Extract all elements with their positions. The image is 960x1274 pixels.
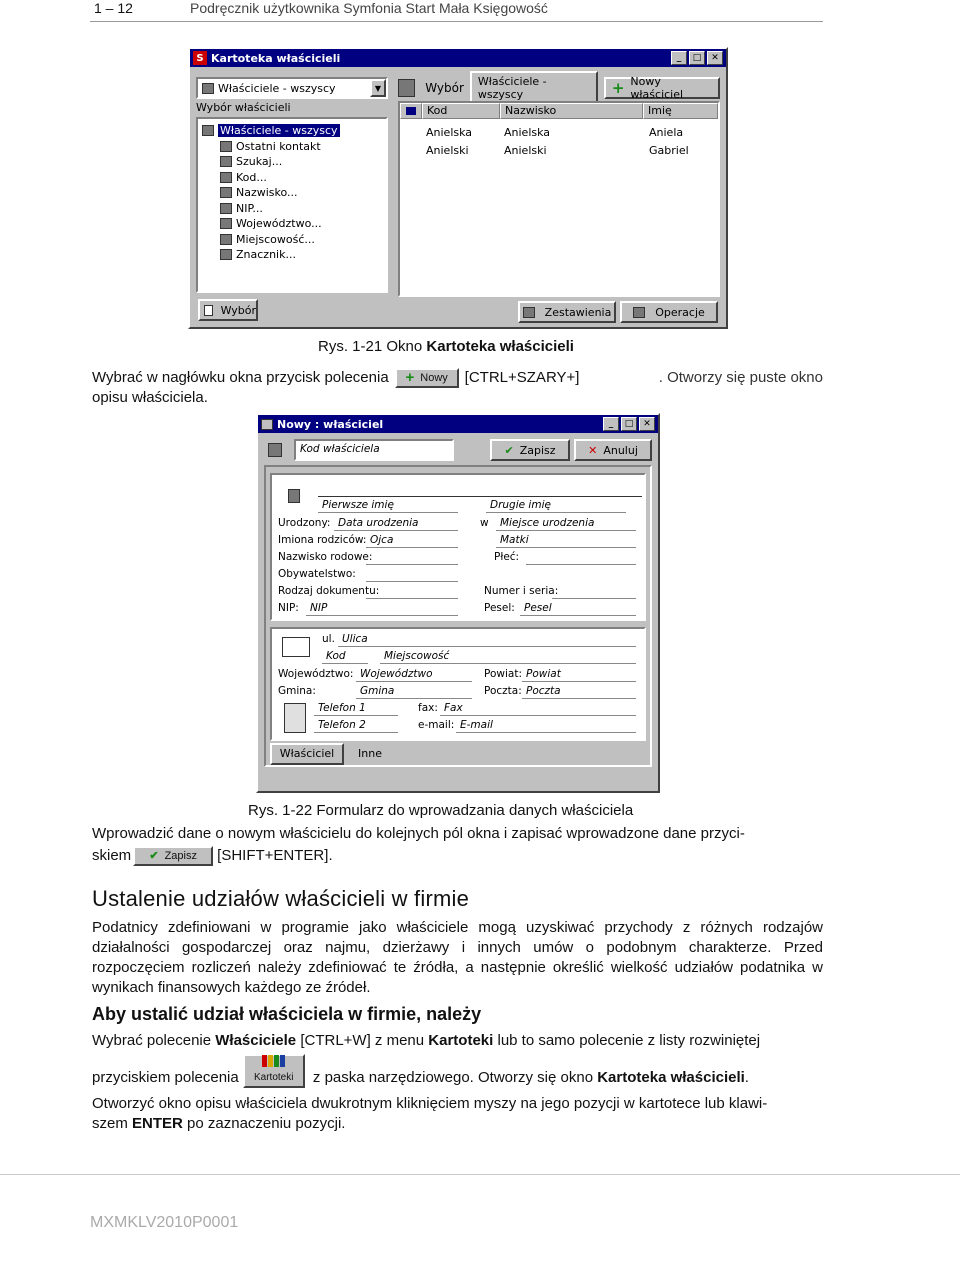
cell-nazwisko: Anielska bbox=[504, 125, 551, 139]
para-text: opisu właściciela. bbox=[92, 389, 208, 406]
first-name-field[interactable]: Pierwsze imię bbox=[318, 499, 458, 513]
list-header bbox=[400, 103, 718, 119]
step-text: . bbox=[744, 1069, 749, 1086]
footer-rule bbox=[0, 1174, 960, 1175]
tree-item-label: Szukaj... bbox=[236, 155, 283, 169]
selection-tree bbox=[196, 117, 388, 293]
step-bold: Kartoteka właścicieli bbox=[597, 1069, 745, 1086]
tree-item[interactable] bbox=[202, 154, 386, 170]
tree-item-label: Miejscowość... bbox=[236, 232, 315, 246]
step-text: Wybrać polecenie bbox=[92, 1032, 216, 1049]
tree-item-label: Znacznik... bbox=[236, 248, 296, 262]
new-owner-title: Nowy : właściciel bbox=[277, 417, 384, 431]
step-text: po zaznaczeniu pozycji. bbox=[182, 1115, 346, 1132]
new-owner-label: Nowy właściciel bbox=[630, 75, 684, 101]
inline-new-button bbox=[395, 368, 459, 388]
birth-label: Urodzony: bbox=[278, 517, 331, 529]
tree-item-label: NIP... bbox=[236, 201, 263, 215]
tree-item[interactable] bbox=[202, 247, 386, 263]
cell-nazwisko: Anielski bbox=[504, 143, 547, 157]
pesel-label: Pesel: bbox=[484, 602, 515, 614]
new-owner-button[interactable] bbox=[604, 77, 720, 99]
tree-item-label: Kod... bbox=[236, 170, 267, 184]
fax-field[interactable]: Fax bbox=[440, 702, 636, 716]
inline-cards-label: Kartoteki bbox=[254, 1071, 294, 1083]
post-office-label: Poczta: bbox=[484, 685, 522, 697]
citizenship-label: Obywatelstwo: bbox=[278, 568, 356, 580]
filter-icon bbox=[220, 172, 232, 183]
email-field[interactable]: E-mail bbox=[456, 719, 636, 733]
operations-button[interactable] bbox=[620, 301, 718, 323]
fax-label: fax: bbox=[418, 702, 438, 714]
city-field[interactable]: Miejscowość bbox=[380, 650, 636, 664]
step-text: z paska narzędziowego. Otworzy się okno bbox=[308, 1069, 598, 1086]
reports-label: Zestawienia bbox=[544, 305, 612, 319]
citizenship-field[interactable] bbox=[366, 568, 458, 582]
list-icon bbox=[204, 305, 213, 316]
document-title: Podręcznik użytkownika Symfonia Start Mała Księgowość bbox=[190, 0, 548, 16]
reports-icon bbox=[523, 307, 535, 318]
filter-icon bbox=[220, 203, 232, 214]
nip-field[interactable]: NIP bbox=[306, 602, 458, 616]
sex-label: Płeć: bbox=[494, 551, 520, 563]
step-bold: ENTER bbox=[132, 1115, 183, 1132]
owners-window-titlebar[interactable] bbox=[190, 49, 726, 67]
list-select-column[interactable] bbox=[400, 103, 422, 119]
form-toolbar bbox=[264, 439, 652, 463]
operations-icon bbox=[633, 307, 645, 318]
list-toolbar bbox=[398, 75, 720, 101]
document-type-label: Rodzaj dokumentu: bbox=[278, 585, 380, 597]
chevron-down-icon[interactable]: ▼ bbox=[370, 79, 386, 97]
phone-icon bbox=[284, 703, 306, 733]
family-name-field[interactable] bbox=[366, 551, 458, 565]
shortcut-text: [CTRL+SZARY+] bbox=[464, 369, 580, 386]
name-line[interactable] bbox=[318, 483, 642, 497]
tree-item[interactable] bbox=[202, 232, 386, 248]
cross-icon: ✕ bbox=[588, 443, 598, 457]
close-icon[interactable]: ✕ bbox=[707, 51, 723, 65]
step-text: szem bbox=[92, 1115, 133, 1132]
filter-combo[interactable] bbox=[196, 77, 388, 99]
reports-button[interactable] bbox=[518, 301, 616, 323]
tree-item[interactable] bbox=[202, 123, 386, 139]
tree-item[interactable] bbox=[202, 216, 386, 232]
cell-imie: Aniela bbox=[649, 125, 684, 139]
cell-imie: Gabriel bbox=[649, 143, 689, 157]
commune-label: Gmina: bbox=[278, 685, 316, 697]
shortcut-text: [SHIFT+ENTER] bbox=[217, 847, 329, 864]
post-office-field[interactable]: Poczta bbox=[522, 685, 636, 699]
left-panel bbox=[194, 73, 392, 325]
app-icon: S bbox=[193, 51, 207, 65]
header-rule bbox=[90, 21, 823, 22]
filter-icon bbox=[220, 218, 232, 229]
inline-new-label: Nowy bbox=[420, 372, 448, 384]
step-bold: Właściciele bbox=[215, 1032, 297, 1049]
step-text: lub to samo polecenie z listy rozwiniętej bbox=[493, 1032, 761, 1049]
filter-icon bbox=[220, 187, 232, 198]
parents-label: Imiona rodziców: bbox=[278, 534, 367, 546]
section-body: Podatnicy zdefiniowani w programie jako właściciele mogą uzyskiwać przychody z różnych rodzajów działalności gospodarczej oraz najmu, dzierżawy i innych umów o podobnym charakterze. Przed rozpoczęciem rozliczeń należy zdefiniować te źródła, a następnie określić wielkość udziałów podatnika w wynikach finansowych każdego ze źródeł. bbox=[92, 919, 823, 996]
zip-field[interactable]: Kod bbox=[322, 650, 368, 664]
owners-icon bbox=[202, 125, 214, 136]
cards-icon bbox=[262, 1055, 285, 1067]
owner-icon bbox=[261, 419, 273, 430]
column-header-imie[interactable]: Imię bbox=[643, 103, 718, 119]
step-3 bbox=[92, 1094, 823, 1134]
operations-label: Operacje bbox=[655, 305, 705, 319]
para-text: skiem bbox=[92, 847, 132, 864]
owners-icon bbox=[202, 83, 214, 94]
inline-save-label: Zapisz bbox=[164, 850, 197, 862]
plus-icon: + bbox=[405, 369, 415, 386]
tree-item-label: Właściciele - wszyscy bbox=[220, 124, 338, 138]
filter-icon bbox=[220, 234, 232, 245]
figure-caption-2: Rys. 1-22 Formularz do wprowadzania danych właściciela bbox=[248, 802, 634, 819]
filter-icon bbox=[220, 141, 232, 152]
tree-item[interactable] bbox=[202, 170, 386, 186]
column-header-nazwisko[interactable]: Nazwisko bbox=[500, 103, 643, 119]
cell-kod: Anielska bbox=[426, 125, 473, 139]
voivodeship-field[interactable]: Województwo bbox=[356, 668, 472, 682]
document-number-label: Numer i seria: bbox=[484, 585, 559, 597]
step-text: przyciskiem polecenia bbox=[92, 1069, 239, 1086]
checkmark-icon: ✔ bbox=[149, 850, 159, 862]
table-row[interactable] bbox=[400, 141, 718, 159]
owners-list bbox=[398, 101, 720, 297]
minimize-icon[interactable]: _ bbox=[603, 417, 619, 431]
phone2-field[interactable]: Telefon 2 bbox=[314, 719, 398, 733]
tree-item-label: Województwo... bbox=[236, 217, 322, 231]
filter-icon bbox=[220, 156, 232, 167]
checkmark-icon: ✔ bbox=[504, 443, 514, 457]
caption-prefix: Rys. 1-21 Okno bbox=[318, 338, 427, 355]
tab-wybor-label: Wybór bbox=[220, 303, 256, 317]
tree-item-label: Nazwisko... bbox=[236, 186, 298, 200]
step-text: [CTRL+W] z menu bbox=[296, 1032, 429, 1049]
filter-combo-value: Właściciele - wszyscy bbox=[218, 81, 336, 95]
owner-code-field[interactable]: Kod właściciela bbox=[294, 439, 454, 461]
paragraph-save bbox=[92, 824, 823, 868]
plus-icon: + bbox=[611, 79, 625, 97]
paragraph-new-owner bbox=[92, 368, 823, 408]
owners-window bbox=[188, 47, 728, 329]
owner-icon bbox=[268, 443, 282, 457]
birthplace-field[interactable]: Miejsce urodzenia bbox=[496, 517, 636, 531]
county-label: Powiat: bbox=[484, 668, 522, 680]
new-owner-titlebar[interactable] bbox=[258, 415, 658, 433]
select-all-icon bbox=[406, 107, 416, 115]
second-name-field[interactable]: Drugie imię bbox=[486, 499, 626, 513]
section-heading: Ustalenie udziałów właścicieli w firmie bbox=[92, 886, 470, 911]
new-owner-window bbox=[256, 413, 660, 793]
window-title: Kartoteka właścicieli bbox=[211, 51, 341, 65]
para-text: . Otworzy się puste okno bbox=[658, 369, 823, 386]
document-type-field[interactable] bbox=[366, 585, 458, 599]
person-icon bbox=[288, 489, 300, 503]
close-icon[interactable]: ✕ bbox=[639, 417, 655, 431]
tree-item[interactable] bbox=[202, 185, 386, 201]
owners-icon bbox=[398, 79, 415, 97]
tab-other[interactable]: Inne bbox=[358, 747, 382, 760]
tree-item-label: Ostatni kontakt bbox=[236, 139, 321, 153]
step-1 bbox=[92, 1031, 823, 1051]
cell-kod: Anielski bbox=[426, 143, 469, 157]
cancel-button[interactable] bbox=[574, 439, 652, 461]
save-label: Zapisz bbox=[519, 443, 556, 457]
toolbar-wybor-label[interactable]: Wybór bbox=[425, 81, 464, 95]
tab-wybor[interactable] bbox=[198, 299, 258, 321]
footer-code: MXMKLV2010P0001 bbox=[90, 1214, 239, 1231]
tree-item[interactable] bbox=[202, 139, 386, 155]
nip-label: NIP: bbox=[278, 602, 299, 614]
maximize-icon[interactable]: □ bbox=[621, 417, 637, 431]
filter-icon bbox=[220, 249, 232, 260]
step-text: Otworzyć okno opisu właściciela dwukrotnym kliknięciem myszy na jego pozycji w kartotece lub klawi- bbox=[92, 1095, 768, 1112]
phone1-field[interactable]: Telefon 1 bbox=[314, 702, 398, 716]
subsection-heading: Aby ustalić udział właściciela w firmie, należy bbox=[92, 1004, 482, 1024]
cancel-label: Anuluj bbox=[603, 443, 638, 457]
step-2 bbox=[92, 1052, 823, 1088]
birth-date-field[interactable]: Data urodzenia bbox=[334, 517, 458, 531]
maximize-icon[interactable]: □ bbox=[689, 51, 705, 65]
envelope-icon bbox=[282, 637, 310, 657]
county-field[interactable]: Powiat bbox=[522, 668, 636, 682]
commune-field[interactable]: Gmina bbox=[356, 685, 472, 699]
caption-bold: Kartoteka właścicieli bbox=[426, 338, 574, 355]
document-number-field[interactable] bbox=[552, 585, 636, 599]
figure-caption-1 bbox=[318, 338, 574, 355]
para-text: Wybrać w nagłówku okna przycisk polecenia bbox=[92, 369, 389, 386]
street-field[interactable]: Ulica bbox=[338, 633, 636, 647]
minimize-icon[interactable]: _ bbox=[671, 51, 687, 65]
inline-cards-button bbox=[243, 1054, 305, 1088]
in-label: w bbox=[480, 517, 489, 529]
para-text: Wprowadzić dane o nowym właścicielu do kolejnych pól okna i zapisać wprowadzone dane przyci- bbox=[92, 825, 745, 842]
step-bold: Kartoteki bbox=[428, 1032, 494, 1049]
form-body bbox=[264, 465, 652, 767]
email-label: e-mail: bbox=[418, 719, 455, 731]
voivodeship-label: Województwo: bbox=[278, 668, 354, 680]
right-panel bbox=[398, 73, 720, 325]
toolbar-filter[interactable]: Właściciele - wszyscy bbox=[470, 71, 598, 105]
tree-item[interactable] bbox=[202, 201, 386, 217]
tree-label: Wybór właścicieli bbox=[196, 101, 291, 114]
family-name-label: Nazwisko rodowe: bbox=[278, 551, 373, 563]
column-header-kod[interactable]: Kod bbox=[422, 103, 500, 119]
mother-field[interactable]: Matki bbox=[496, 534, 636, 548]
father-field[interactable]: Ojca bbox=[366, 534, 458, 548]
pesel-field[interactable]: Pesel bbox=[520, 602, 636, 616]
street-label: ul. bbox=[322, 633, 335, 645]
sex-field[interactable] bbox=[526, 551, 636, 565]
page-number: 1 – 12 bbox=[94, 0, 133, 16]
inline-save-button bbox=[133, 846, 213, 866]
para-text: . bbox=[328, 847, 333, 864]
save-button[interactable] bbox=[490, 439, 570, 461]
table-row[interactable] bbox=[400, 123, 718, 141]
address-panel bbox=[270, 627, 646, 741]
personal-data-panel bbox=[270, 473, 646, 621]
tab-owner[interactable]: Właściciel bbox=[270, 743, 344, 765]
